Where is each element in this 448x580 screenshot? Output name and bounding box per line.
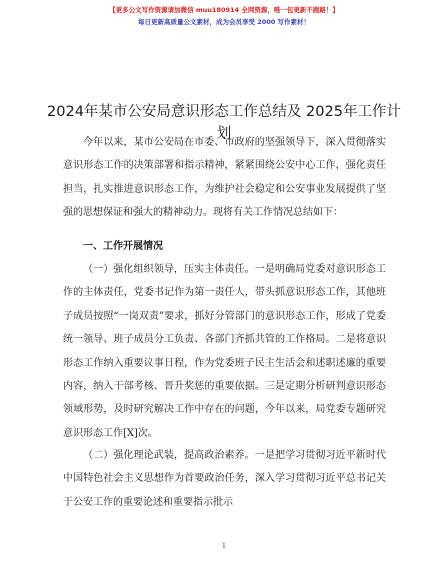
paragraph-organizational-leadership: （一）强化组织领导，压实主体责任。一是明确局党委对意识形态工作的主体责任，党委书记作为第一责任人，带头抓意识形态工作，其他班子成员按照“一岗双责”要求，抓好分管部门的意识形态工作，形成了党委统一领导、班子成员分工负责、各部门齐抓共管的工作格局。二是将意识形态工作纳入重要议事日程，作为党委班子民主生活会和述职述廉的重要内容，纳入干部考核、晋升奖惩的重要依据。三是定期分析研判意识形态领域形势，及时研究解决工作中存在的问题，今年以来，局党委专题研究意识形态工作[X]次。 [63,264,386,439]
promo-banner-line-1: 【更多公文写作资源请加微信 muu180914 全网资源，唯一包更新不跑路！】 [109,6,339,14]
promo-banner-line-2: 每日更新高质量公文素材，成为会员享受 2000 写作素材！ [137,18,311,26]
intro-paragraph: 今年以来，某市公安局在市委、市政府的坚强领导下，深入贯彻落实意识形态工作的决策部署和指示精神，紧紧围绕公安中心工作，强化责任担当，扎实推进意识形态工作，为维护社会稳定和公安事业发展提供了坚强的思想保证和强大的精神动力。现将有关工作情况总结如下： [63,137,386,219]
paragraph-theoretical-study: （二）强化理论武装，提高政治素养。一是把学习贯彻习近平新时代中国特色社会主义思想作为首要政治任务，深入学习贯彻习近平总书记关于公安工作的重要论述和重要指示批示 [63,450,386,508]
document-title: 2024年某市公安局意识形态工作总结及 2025年工作计划 [47,103,401,142]
section-heading-work-status: 一、工作开展情况 [83,241,163,252]
page-number: 1 [221,542,227,550]
